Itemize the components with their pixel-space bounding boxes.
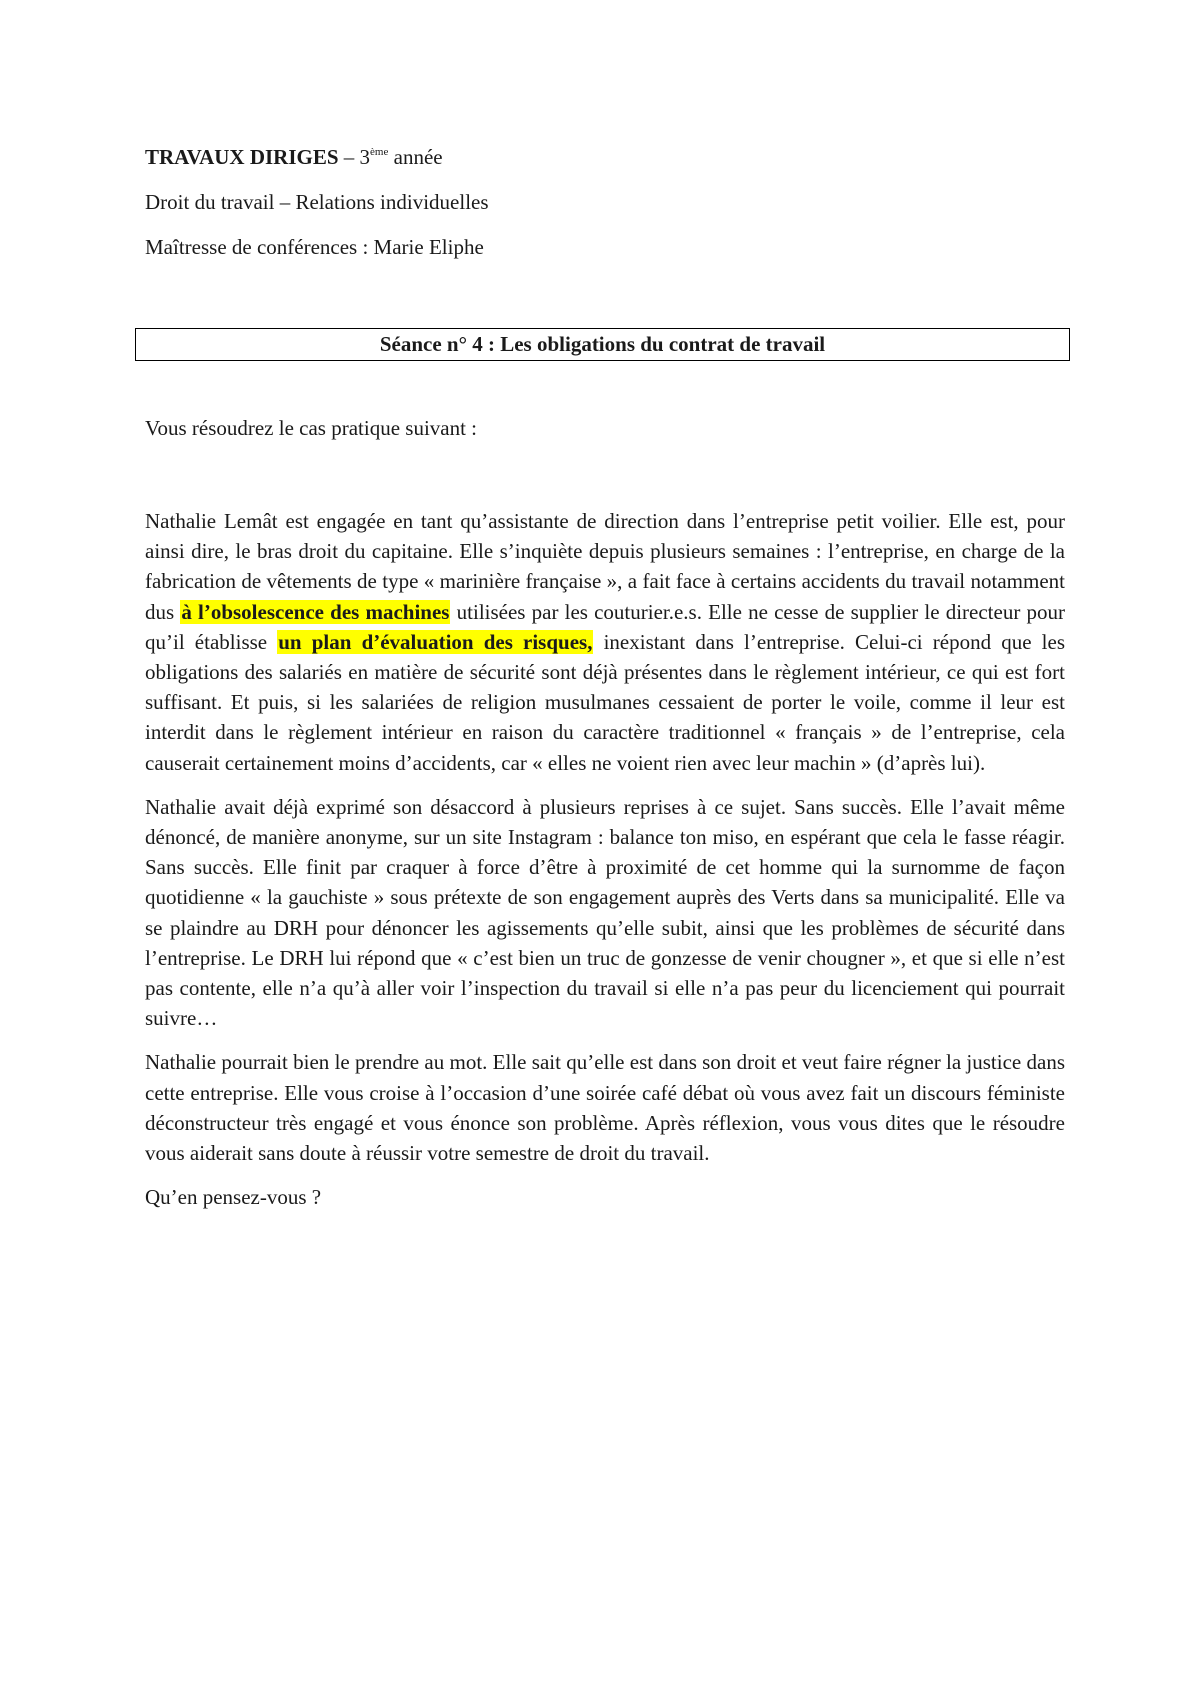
case-paragraph-2: Nathalie avait déjà exprimé son désaccord à plusieurs reprises à ce sujet. Sans succès. Elle l’avait même dénoncé, de manière anonyme, sur un site Instagram : balance ton miso, en espérant que cela le fasse réagir. Sans succès. Elle finit par craquer à force d’être à proximité de cet homme qui la surnomme de façon quotidienne « la gauchiste » sous prétexte de son engagement auprès des Verts dans sa municipalité. Elle va se plaindre au DRH pour dénoncer les agissements qu’elle subit, ainsi que les problèmes de sécurité dans l’entreprise. Le DRH lui répond que « c’est bien un truc de gonzesse de venir chougner », et que si elle n’est pas contente, elle n’a qu’à aller voir l’inspection du travail si elle n’a pas peur du licenciement qui pourrait suivre… — [145, 794, 1065, 1031]
highlight-obsolescence: à l’obsolescence des machines — [181, 599, 450, 624]
highlight-risk-plan: un plan d’évaluation des risques, — [278, 629, 593, 654]
seance-title-box — [135, 328, 1070, 361]
document-header — [145, 144, 489, 279]
paragraph-1-part-3: inexistant dans l’entreprise. Celui-ci répond que les obligations des salariés en matière de sécurité sont déjà présentes dans le règlement intérieur, ce qui est fort suffisant. Et puis, si les salariées de religion musulmanes cessaient de porter le voile, comme il leur est interdit dans le règlement intérieur en raison du caractère traditionnel « français » de l’entreprise, cela causerait certainement moins d’accidents, car « elles ne voient rien avec leur machin » (d’après lui). — [145, 629, 1065, 775]
header-title-rest: année — [388, 145, 443, 169]
case-study-body — [145, 506, 1065, 1226]
case-paragraph-3: Nathalie pourrait bien le prendre au mot. Elle sait qu’elle est dans son droit et veut faire régner la justice dans cette entreprise. Elle vous croise à l’occasion d’une soirée café débat où vous avez fait un discours féministe déconstructeur très engagé et vous énonce son problème. Après réflexion, vous vous dites que le résoudre vous aiderait sans doute à réussir votre semestre de droit du travail. — [145, 1050, 1065, 1166]
paragraph-1-part-2: utilisées par les couturier.e.s. Elle ne cesse de supplier le directeur pour qu’il établisse — [145, 599, 1065, 654]
header-title: TRAVAUX DIRIGES — [145, 145, 339, 169]
seance-title: Séance n° 4 : Les obligations du contrat de travail — [379, 332, 826, 356]
case-paragraph-1 — [145, 506, 1065, 778]
header-title-sep: – 3 — [338, 145, 371, 169]
intro-text: Vous résoudrez le cas pratique suivant : — [145, 416, 478, 440]
header-title-line — [145, 144, 489, 171]
course-name: Droit du travail – Relations individuelles — [145, 190, 489, 214]
paragraph-1-part-1: Nathalie Lemât est engagée en tant qu’assistante de direction dans l’entreprise petit voilier. Elle est, pour ainsi dire, le bras droit du capitaine. Elle s’inquiète depuis plusieurs semaines : l’entreprise, en charge de la fabrication de vêtements de type « marinière française », a fait face à certains accidents du travail notamment dus — [145, 509, 1065, 624]
closing-question: Qu’en pensez-vous ? — [145, 1185, 322, 1210]
lecturer-name: Maîtresse de conférences : Marie Eliphe — [145, 235, 484, 259]
header-title-sup: ème — [370, 146, 389, 158]
